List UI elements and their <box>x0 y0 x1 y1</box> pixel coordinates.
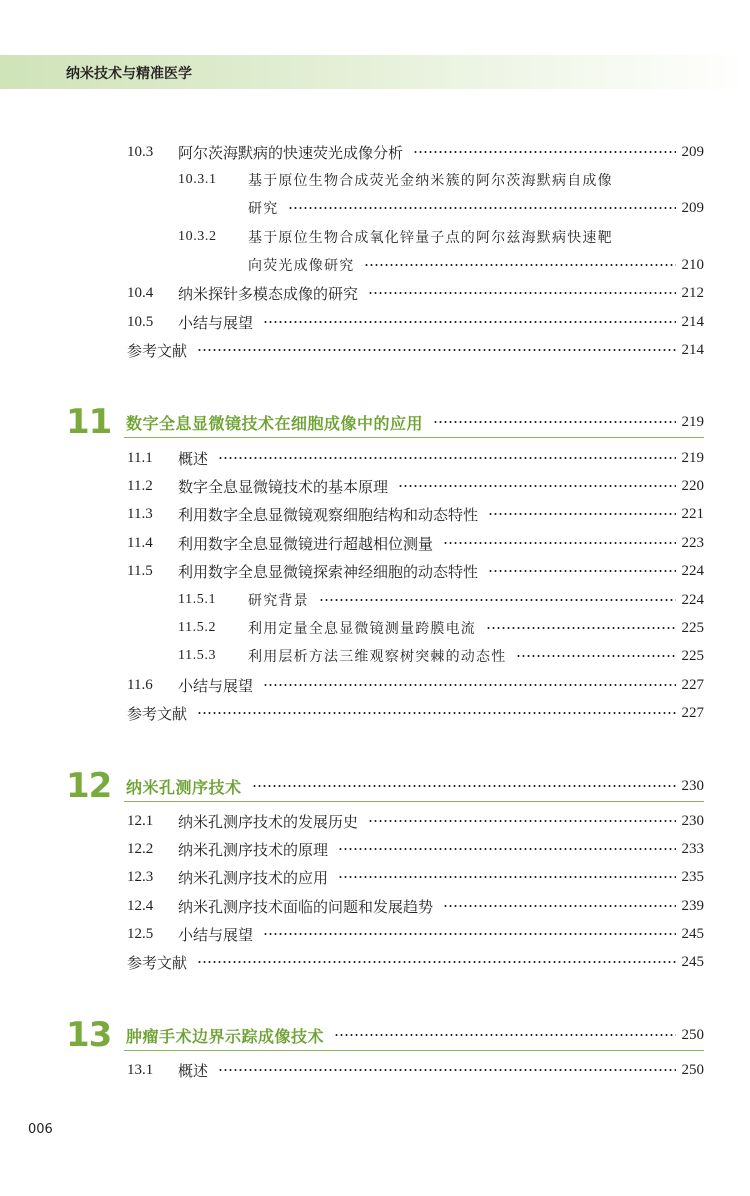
section-title: 纳米探针多模态成像的研究 <box>178 284 359 303</box>
chapter-number: 12 <box>66 766 112 806</box>
page-ref: 225 <box>681 619 704 636</box>
page-ref: 223 <box>681 534 704 551</box>
dot-leader <box>252 785 676 787</box>
section-number: 11.5 <box>127 562 153 579</box>
toc-section-entry[interactable] <box>127 866 704 888</box>
toc-subsection-entry <box>178 169 704 191</box>
chapter-rule <box>124 801 704 802</box>
page-ref: 209 <box>681 143 704 160</box>
dot-leader <box>516 655 675 657</box>
toc-section-entry[interactable] <box>127 532 704 554</box>
chapter-title: 纳米孔测序技术 <box>126 777 242 797</box>
subsection-number: 10.3.2 <box>178 229 217 244</box>
chapter-title: 数字全息显微镜技术在细胞成像中的应用 <box>126 413 424 433</box>
subsection-title-continued: 研究 <box>248 201 279 217</box>
section-number: 11.2 <box>127 477 153 494</box>
book-title: 纳米技术与精准医学 <box>66 66 192 82</box>
page-ref: 239 <box>681 897 704 914</box>
references-title: 参考文献 <box>127 704 188 723</box>
page-ref: 250 <box>681 1061 704 1078</box>
section-title: 纳米孔测序技术的原理 <box>178 840 329 859</box>
page-ref: 233 <box>681 840 704 857</box>
toc-section-entry[interactable] <box>127 503 704 525</box>
page-ref: 245 <box>681 925 704 942</box>
page-ref: 225 <box>681 647 704 664</box>
chapter-number: 11 <box>66 402 112 442</box>
section-number: 12.5 <box>127 925 154 942</box>
section-title: 阿尔茨海默病的快速荧光成像分析 <box>178 143 404 162</box>
subsection-number: 11.5.3 <box>178 648 217 663</box>
toc-section-entry[interactable] <box>127 282 704 304</box>
section-number: 12.3 <box>127 868 154 885</box>
toc-section-entry[interactable] <box>127 1059 704 1081</box>
page-ref: 210 <box>681 256 704 273</box>
section-title: 利用数字全息显微镜观察细胞结构和动态特性 <box>178 505 479 524</box>
section-number: 10.3 <box>127 143 154 160</box>
toc-section-entry[interactable] <box>127 141 704 163</box>
page-ref: 224 <box>681 562 704 579</box>
page-ref: 227 <box>681 704 704 721</box>
toc-chapter-entry[interactable] <box>126 775 704 797</box>
subsection-title: 利用定量全息显微镜测量跨膜电流 <box>248 621 476 637</box>
subsection-title-continued: 向荧光成像研究 <box>248 258 355 274</box>
section-title: 概述 <box>178 449 209 468</box>
page-ref: 220 <box>681 477 704 494</box>
section-title: 小结与展望 <box>178 313 254 332</box>
page-ref: 227 <box>681 676 704 693</box>
toc-references-entry[interactable] <box>127 702 704 724</box>
chapter-rule <box>124 1050 704 1051</box>
dot-leader <box>197 961 675 963</box>
dot-leader <box>263 321 675 323</box>
subsection-number: 10.3.1 <box>178 172 217 187</box>
subsection-number: 11.5.2 <box>178 620 217 635</box>
section-number: 12.2 <box>127 840 154 857</box>
dot-leader <box>338 876 675 878</box>
page-ref: 245 <box>681 953 704 970</box>
toc-subsection-entry <box>178 226 704 248</box>
toc-section-entry[interactable] <box>127 311 704 333</box>
page-ref: 214 <box>681 313 704 330</box>
toc-section-entry[interactable] <box>127 475 704 497</box>
toc-section-entry[interactable] <box>127 838 704 860</box>
dot-leader <box>368 292 675 294</box>
page-ref: 224 <box>681 591 704 608</box>
section-number: 12.1 <box>127 812 154 829</box>
page-ref: 235 <box>681 868 704 885</box>
dot-leader <box>368 820 675 822</box>
section-title: 小结与展望 <box>178 676 254 695</box>
dot-leader <box>197 712 675 714</box>
dot-leader <box>413 151 675 153</box>
page-ref: 250 <box>681 1026 704 1043</box>
section-title: 纳米孔测序技术的应用 <box>178 868 329 887</box>
page-number: 006 <box>28 1122 53 1137</box>
toc-section-entry[interactable] <box>127 895 704 917</box>
subsection-title: 基于原位生物合成荧光金纳米簇的阿尔茨海默病自成像 <box>248 173 613 189</box>
section-title: 利用数字全息显微镜进行超越相位测量 <box>178 534 434 553</box>
toc-chapter-entry[interactable] <box>126 411 704 433</box>
section-number: 11.4 <box>127 534 153 551</box>
chapter-rule <box>124 437 704 438</box>
toc-references-entry[interactable] <box>127 339 704 361</box>
dot-leader <box>218 457 675 459</box>
chapter-title: 肿瘤手术边界示踪成像技术 <box>126 1026 325 1046</box>
page-ref: 221 <box>681 505 704 522</box>
section-number: 11.3 <box>127 505 153 522</box>
dot-leader <box>488 570 675 572</box>
section-number: 13.1 <box>127 1061 154 1078</box>
page-ref: 219 <box>681 413 704 430</box>
subsection-number: 11.5.1 <box>178 592 217 607</box>
section-title: 纳米孔测序技术面临的问题和发展趋势 <box>178 897 434 916</box>
dot-leader <box>443 542 675 544</box>
dot-leader <box>334 1034 675 1036</box>
references-title: 参考文献 <box>127 341 188 360</box>
dot-leader <box>288 207 675 209</box>
section-number: 11.6 <box>127 676 153 693</box>
dot-leader <box>488 513 675 515</box>
section-title: 概述 <box>178 1061 209 1080</box>
dot-leader <box>443 905 675 907</box>
toc-subsection-entry[interactable] <box>178 589 704 611</box>
page-ref: 214 <box>681 341 704 358</box>
toc-section-entry[interactable] <box>127 674 704 696</box>
toc-section-entry[interactable] <box>127 560 704 582</box>
dot-leader <box>486 627 676 629</box>
toc-section-entry[interactable] <box>127 810 704 832</box>
dot-leader <box>218 1069 675 1071</box>
toc-chapter-entry[interactable] <box>126 1024 704 1046</box>
page-ref: 209 <box>681 199 704 216</box>
section-number: 11.1 <box>127 449 153 466</box>
dot-leader <box>364 264 675 266</box>
section-title: 小结与展望 <box>178 925 254 944</box>
page-ref: 219 <box>681 449 704 466</box>
dot-leader <box>319 599 676 601</box>
subsection-title: 利用层析方法三维观察树突棘的动态性 <box>248 649 507 665</box>
dot-leader <box>263 684 675 686</box>
section-number: 12.4 <box>127 897 154 914</box>
dot-leader <box>197 349 675 351</box>
toc-subsection-continuation[interactable] <box>248 197 704 219</box>
dot-leader <box>338 848 675 850</box>
toc-references-entry[interactable] <box>127 951 704 973</box>
chapter-number: 13 <box>66 1015 112 1055</box>
toc-subsection-entry[interactable] <box>178 645 704 667</box>
dot-leader <box>263 933 675 935</box>
section-number: 10.5 <box>127 313 154 330</box>
section-title: 纳米孔测序技术的发展历史 <box>178 812 359 831</box>
page-ref: 230 <box>681 812 704 829</box>
section-title: 数字全息显微镜技术的基本原理 <box>178 477 389 496</box>
toc-subsection-entry[interactable] <box>178 617 704 639</box>
subsection-title: 研究背景 <box>248 593 309 609</box>
toc-section-entry[interactable] <box>127 923 704 945</box>
dot-leader <box>433 421 675 423</box>
toc-section-entry[interactable] <box>127 447 704 469</box>
dot-leader <box>398 485 675 487</box>
page-ref: 230 <box>681 777 704 794</box>
section-number: 10.4 <box>127 284 154 301</box>
section-title: 利用数字全息显微镜探索神经细胞的动态特性 <box>178 562 479 581</box>
subsection-title: 基于原位生物合成氧化锌量子点的阿尔兹海默病快速靶 <box>248 230 613 246</box>
page-ref: 212 <box>681 284 704 301</box>
references-title: 参考文献 <box>127 953 188 972</box>
toc-subsection-continuation[interactable] <box>248 254 704 276</box>
